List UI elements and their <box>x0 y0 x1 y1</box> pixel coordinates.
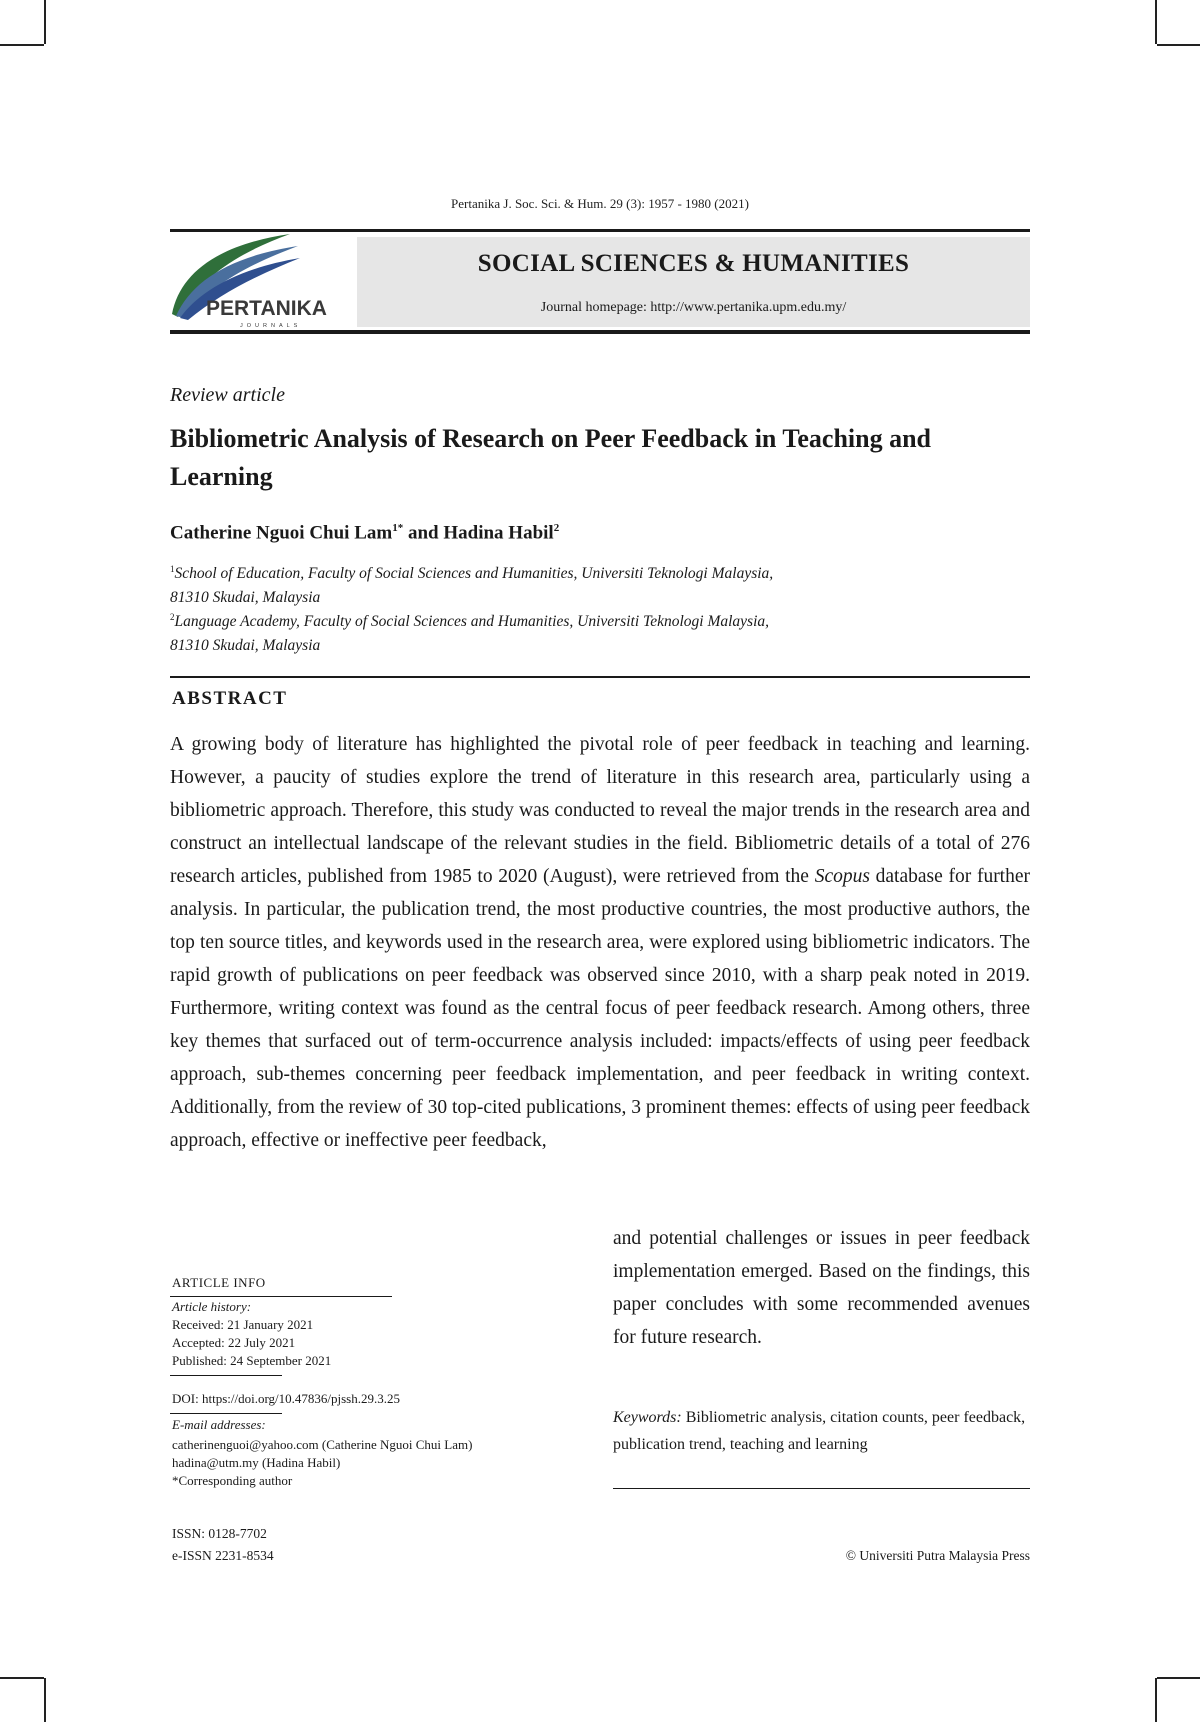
article-type: Review article <box>170 384 285 406</box>
affiliation-line: 81310 Skudai, Malaysia <box>170 637 321 655</box>
crop-mark-top-right-v <box>1155 0 1157 44</box>
crop-mark-top-left-v <box>44 0 46 44</box>
pertanika-logo-icon <box>170 232 345 329</box>
publisher-copyright: © Universiti Putra Malaysia Press <box>845 1548 1030 1563</box>
abstract-body <box>170 728 1030 1157</box>
doi-link[interactable]: DOI: https://doi.org/10.47836/pjssh.29.3.25 <box>172 1391 400 1406</box>
affiliation-mark: 1 <box>170 564 175 574</box>
article-info-heading: ARTICLE INFO <box>172 1275 266 1290</box>
received-date: Received: 21 January 2021 <box>172 1317 314 1332</box>
crop-mark-bottom-left-v <box>44 1678 46 1722</box>
article-info-divider <box>170 1413 282 1414</box>
email-address[interactable]: catherinenguoi@yahoo.com (Catherine Nguoi Chui Lam) <box>172 1437 473 1452</box>
affiliation-line: 81310 Skudai, Malaysia <box>170 589 321 607</box>
author-marks: 2 <box>553 522 560 534</box>
abstract-text: database for further analysis. In particular, the publication trend, the most productive countries, the most productive authors, the top ten source titles, and keywords used in the research area, were explored using bibliometric indicators. The rapid growth of publications on peer feedback was observed since 2010, with a sharp peak noted in 2019. Furthermore, writing context was found as the central focus of peer feedback research. Among others, three key themes that surfaced out of term-occurrence analysis included: impacts/effects of using peer feedback approach, sub-themes concerning peer feedback implementation, and peer feedback in writing context. Additionally, from the review of 30 top-cited publications, 3 prominent themes: effects of using peer feedback approach, effective or ineffective peer feedback, <box>170 866 1030 1151</box>
affiliation-line: School of Education, Faculty of Social Sciences and Humanities, Universiti Teknologi Malaysia, <box>174 565 774 583</box>
author-joiner: and <box>407 522 439 544</box>
keywords-label: Keywords: <box>613 1409 682 1426</box>
author-name: Hadina Habil <box>443 522 554 544</box>
abstract-text: A growing body of literature has highlighted the pivotal role of peer feedback in teaching and learning. However, a paucity of studies explore the trend of literature in this research area, particularly using a bibliometric approach. Therefore, this study was conducted to reveal the major trends in the research area and construct an intellectual landscape of the relevant studies in the field. Bibliometric details of a total of 276 research articles, published from 1985 to 2020 (August), were retrieved from the <box>170 734 1030 887</box>
journal-name: SOCIAL SCIENCES & HUMANITIES <box>477 250 910 277</box>
crop-mark-top-left-h <box>0 44 44 46</box>
issn: ISSN: 0128-7702 <box>172 1526 267 1541</box>
article-title: Bibliometric Analysis of Research on Peer Feedback in Teaching and Learning <box>170 424 932 491</box>
published-date: Published: 24 September 2021 <box>172 1353 332 1368</box>
affiliation-1 <box>170 557 1030 610</box>
article-info-rule <box>170 1296 392 1297</box>
corresponding-author-note: *Corresponding author <box>172 1473 293 1488</box>
abstract-rule <box>170 676 1030 678</box>
crop-mark-bottom-left-h <box>0 1677 44 1679</box>
crop-mark-bottom-right-v <box>1155 1678 1157 1722</box>
abstract-body-continued: and potential challenges or issues in peer feedback implementation emerged. Based on the findings, this paper concludes with some recommended avenues for future research. <box>613 1228 1030 1348</box>
crop-mark-top-right-h <box>1157 44 1200 46</box>
email-address[interactable]: hadina@utm.my (Hadina Habil) <box>172 1455 341 1470</box>
affiliation-mark: 2 <box>170 612 175 622</box>
affiliation-line: Language Academy, Faculty of Social Sciences and Humanities, Universiti Teknologi Malaysia, <box>174 613 770 631</box>
abstract-database-name: Scopus <box>814 866 870 887</box>
email-label: E-mail addresses: <box>172 1417 266 1432</box>
pertanika-logo <box>170 232 345 329</box>
crop-mark-bottom-right-h <box>1157 1677 1200 1679</box>
keywords-rule <box>613 1488 1030 1489</box>
author-marks: 1* <box>392 522 404 534</box>
journal-homepage[interactable]: Journal homepage: http://www.pertanika.upm.edu.my/ <box>540 300 847 315</box>
keywords-text: Bibliometric analysis, citation counts, peer feedback, publication trend, teaching and learning <box>613 1409 1026 1453</box>
eissn: e-ISSN 2231-8534 <box>172 1548 274 1563</box>
logo-subtext: JOURNALS <box>240 323 302 329</box>
article-history-label: Article history: <box>172 1299 252 1314</box>
author-name: Catherine Nguoi Chui Lam <box>170 522 393 544</box>
abstract-heading: ABSTRACT <box>172 688 288 709</box>
article-info-divider <box>170 1375 282 1376</box>
journal-citation: Pertanika J. Soc. Sci. & Hum. 29 (3): 1957 - 1980 (2021) <box>451 196 749 211</box>
affiliation-2 <box>170 605 1030 658</box>
keywords <box>613 1404 1030 1458</box>
logo-text: PERTANIKA <box>206 297 327 320</box>
header-rule-bottom <box>170 330 1030 334</box>
accepted-date: Accepted: 22 July 2021 <box>172 1335 296 1350</box>
author-list <box>170 522 559 544</box>
